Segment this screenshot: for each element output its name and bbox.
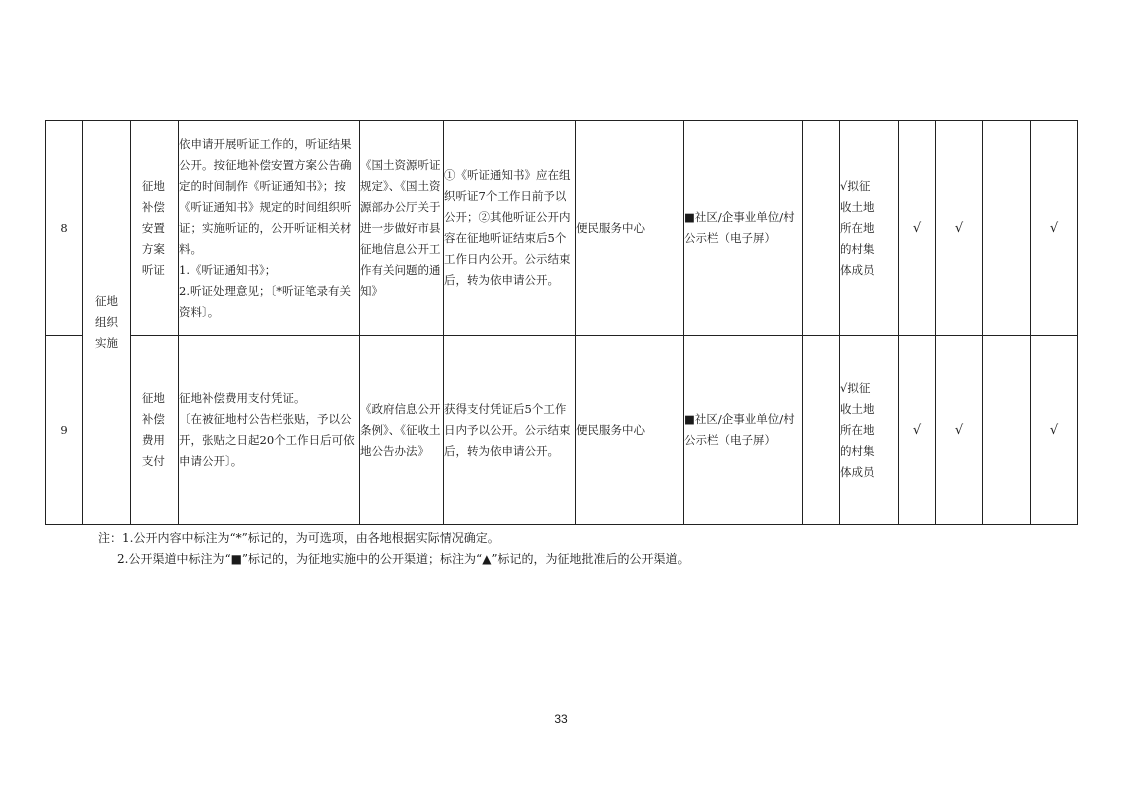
row-number: 9 (46, 336, 83, 525)
check-mark: √ (936, 121, 983, 336)
table-row (46, 121, 1078, 336)
basis-text: 《政府信息公开条例》、《征收土地公告办法》 (360, 401, 441, 458)
recipients-cell (840, 336, 899, 525)
channel-text: ■社区/企事业单位/村公示栏（电子屏） (684, 412, 795, 447)
time-limit-cell (444, 336, 576, 525)
recipients-cell (840, 121, 899, 336)
content-text: 依申请开展听证工作的，听证结果公开。按征地补偿安置方案公告确定的时间制作《听证通知书》；按《听证通知书》规定的时间组织听证；实施听证的，公开听证相关材料。 1.《听证通知书》； 2.听证处理意见；〔*听证笔录有关资料〕。 (179, 136, 352, 319)
stage-cell (83, 121, 131, 525)
note-line: 注：1.公开内容中标注为“*”标记的，为可选项，由各地根据实际情况确定。 (98, 531, 500, 545)
subject-text: 便民服务中心 (576, 422, 645, 437)
check-mark: √ (1031, 121, 1078, 336)
time-limit-text: ①《听证通知书》应在组织听证7个工作日前予以公开；②其他听证公开内容在征地听证结束后5个工作日内公开。公示结束后，转为依申请公开。 (444, 168, 571, 287)
check-mark: √ (899, 121, 936, 336)
table-row (46, 336, 1078, 525)
disclosure-table (45, 120, 1078, 525)
recipients-text: √拟征 收土地 所在地 的村集 体成员 (840, 178, 875, 277)
time-limit-cell (444, 121, 576, 336)
basis-text: 《国土资源听证规定》、《国土资源部办公厅关于进一步做好市县征地信息公开工作有关问题的通知》 (360, 157, 441, 298)
blank-cell (803, 121, 840, 336)
check-mark: √ (899, 336, 936, 525)
check-mark (983, 121, 1031, 336)
channel-cell (684, 121, 803, 336)
channel-cell (684, 336, 803, 525)
channel-text: ■社区/企事业单位/村公示栏（电子屏） (684, 210, 795, 245)
row-number: 8 (46, 121, 83, 336)
blank-cell (803, 336, 840, 525)
content-text: 征地补偿费用支付凭证。 〔在被征地村公告栏张贴，予以公开，张贴之日起20个工作日后可依申请公开〕。 (179, 391, 355, 468)
recipients-text: √拟征 收土地 所在地 的村集 体成员 (840, 380, 875, 479)
item-cell (131, 336, 179, 525)
basis-cell (360, 121, 444, 336)
item-cell (131, 121, 179, 336)
check-mark: √ (936, 336, 983, 525)
stage-label: 征地组织实施 (94, 294, 118, 350)
subject-cell (576, 336, 684, 525)
item-label: 征地 补偿 安置 方案 听证 (141, 178, 165, 277)
content-cell (179, 121, 360, 336)
note-line: 2.公开渠道中标注为“■”标记的，为征地实施中的公开渠道；标注为“▲”标记的，为征地批准后的公开渠道。 (117, 552, 690, 566)
subject-cell (576, 121, 684, 336)
check-mark: √ (1031, 336, 1078, 525)
page-number: 33 (554, 712, 568, 726)
content-cell (179, 336, 360, 525)
basis-cell (360, 336, 444, 525)
table-notes (98, 528, 690, 570)
time-limit-text: 获得支付凭证后5个工作日内予以公开。公示结束后，转为依申请公开。 (444, 401, 571, 458)
check-mark (983, 336, 1031, 525)
subject-text: 便民服务中心 (576, 220, 645, 235)
item-label: 征地 补偿 费用 支付 (141, 391, 165, 468)
